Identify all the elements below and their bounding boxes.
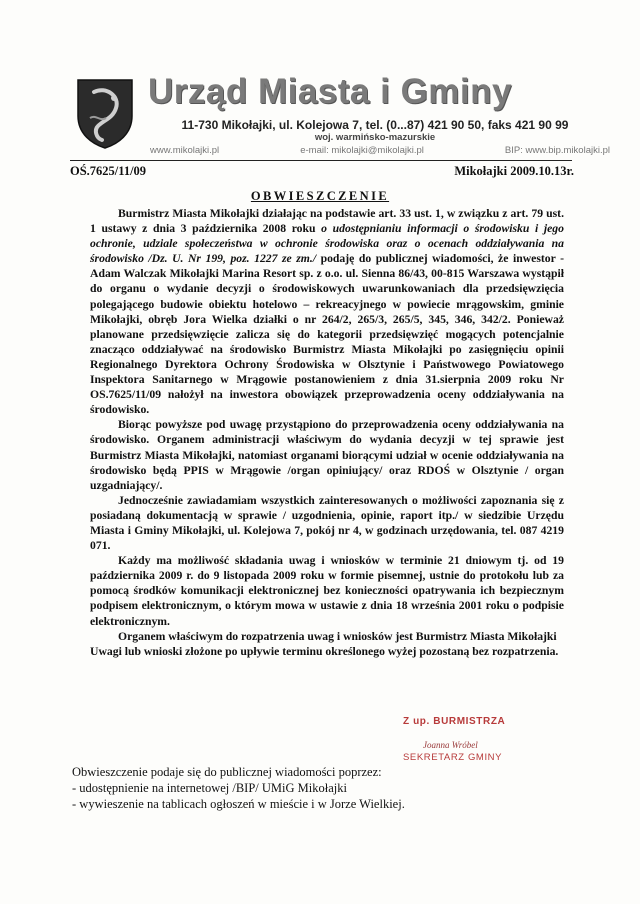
publication-note (72, 764, 552, 812)
stamp-signature: Joanna Wróbel (423, 740, 478, 750)
paragraph-2: Biorąc powyższe pod uwagę przystąpiono do przeprowadzenia oceny oddziaływania na środowisko. Organem administracji właściwym do wydania decyzji w tej sprawie jest Burmistrz Miasta Mikołajki, natomiast organami biorącymi udział w ocenie oddziaływania na środowisko będą PPIS w Mrągowie /organ opiniujący/ oraz RDOŚ w Olsztynie / organ uzgadniający/. (90, 418, 564, 492)
stamp-line-3: SEKRETARZ GMINY (403, 752, 503, 763)
reference-number: OŚ.7625/11/09 (70, 164, 147, 178)
office-title: Urząd Miasta i Gminy (148, 72, 512, 111)
website-link[interactable]: www.mikolajki.pl (150, 145, 220, 156)
paragraph-1-end: podaję do publicznej wiadomości, że inwestor - Adam Walczak Mikołajki Marina Resort sp. z o.o. ul. Sienna 86/43, 00-815 Warszawa wystąpił do organu o wydanie decyzji o środowiskowych uwarunkowaniach dla przedsięwzięcia polegającego budowie obiektu hotelowo – rekreacyjnego w powiecie mrągowskim, gminie Mikołajki, obręb Jora Wielka działki o nr 264/2, 265/3, 265/5, 345, 346, 342/2. Ponieważ planowane przedsięwzięcie zalicza się do kategorii przedsięwzięć mogących potencjalnie znacząco oddziaływać na środowisko Burmistrz Miasta Mikołajki po zasięgnięciu opinii Regionalnego Dyrektora Ochrony Środowiska w Olsztynie i Państwowego Powiatowego Inspektora Sanitarnego w Mrągowie postanowieniem z dnia 31.sierpnia 2009 roku Nr OS.7625/11/09 nałożył na inwestora obowiązek przeprowadzenia oceny oddziaływania na środowisko. (90, 252, 564, 417)
coat-of-arms-icon (76, 78, 134, 150)
publication-item-boards: - wywieszenie na tablicach ogłoszeń w mieście i w Jorze Wielkiej. (72, 797, 405, 811)
document-body (90, 206, 564, 659)
publication-intro: Obwieszczenie podaje się do publicznej wiadomości poprzez: (72, 765, 382, 779)
paragraph-4: Każdy ma możliwość składania uwag i wniosków w terminie 21 dniowym tj. od 19 października 2009 r. do 9 listopada 2009 roku w formie pisemnej, ustnie do protokołu lub za pomocą środków komunikacji elektronicznej bez konieczności opatrywania ich bezpiecznym podpisem elektronicznym, o którym mowa w ustawie z dnia 18 września 2001 roku o podpisie elektronicznym. (90, 554, 564, 628)
header-divider (70, 160, 572, 161)
paragraph-1-start: Burmistrz Miasta Mikołajki działając na podstawie art. 33 ust. 1, w związku z art. 79 ust. 1 ustawy z dnia 3 października 2008 roku (90, 207, 564, 236)
stamp-line-1: Z up. BURMISTRZA (403, 716, 506, 727)
place-and-date: Mikołajki 2009.10.13r. (454, 164, 574, 178)
office-address: 11-730 Mikołajki, ul. Kolejowa 7, tel. (0...87) 421 90 50, faks 421 90 99 (181, 118, 569, 132)
paragraph-1 (90, 206, 564, 417)
publication-item-bip: - udostępnienie na internetowej /BIP/ UMiG Mikołajki (72, 781, 347, 795)
email-link[interactable]: e-mail: mikolajki@mikolajki.pl (300, 145, 424, 156)
bip-link[interactable]: BIP: www.bip.mikolajki.pl (504, 145, 610, 156)
office-voivodeship: woj. warmińsko-mazurskie (314, 132, 436, 143)
paragraph-1-legal-reference: o udostępnianiu informacji o środowisku i jego ochronie, udziale społeczeństwa w ochronie środowiska oraz o ocenach oddziaływania na środowisko /Dz. U. Nr 199, poz. 1227 ze zm./ (90, 222, 564, 266)
paragraph-5: Organem właściwym do rozpatrzenia uwag i wniosków jest Burmistrz Miasta Mikołajki (118, 629, 557, 643)
contact-line (150, 145, 610, 156)
document-heading: OBWIESZCZENIE (250, 189, 390, 203)
paragraph-3: Jednocześnie zawiadamiam wszystkich zainteresowanych o możliwości zapoznania się z posiadaną dokumentacją w sprawie / uzgodnienia, opinie, raport itp./ w siedzibie Urzędu Miasta i Gminy Mikołajki, ul. Kolejowa 7, pokój nr 4, w godzinach urzędowania, tel. 087 4219 071. (90, 493, 564, 553)
paragraph-6: Uwagi lub wnioski złożone po upływie terminu określonego wyżej pozostaną bez rozpatrzenia. (90, 644, 559, 658)
